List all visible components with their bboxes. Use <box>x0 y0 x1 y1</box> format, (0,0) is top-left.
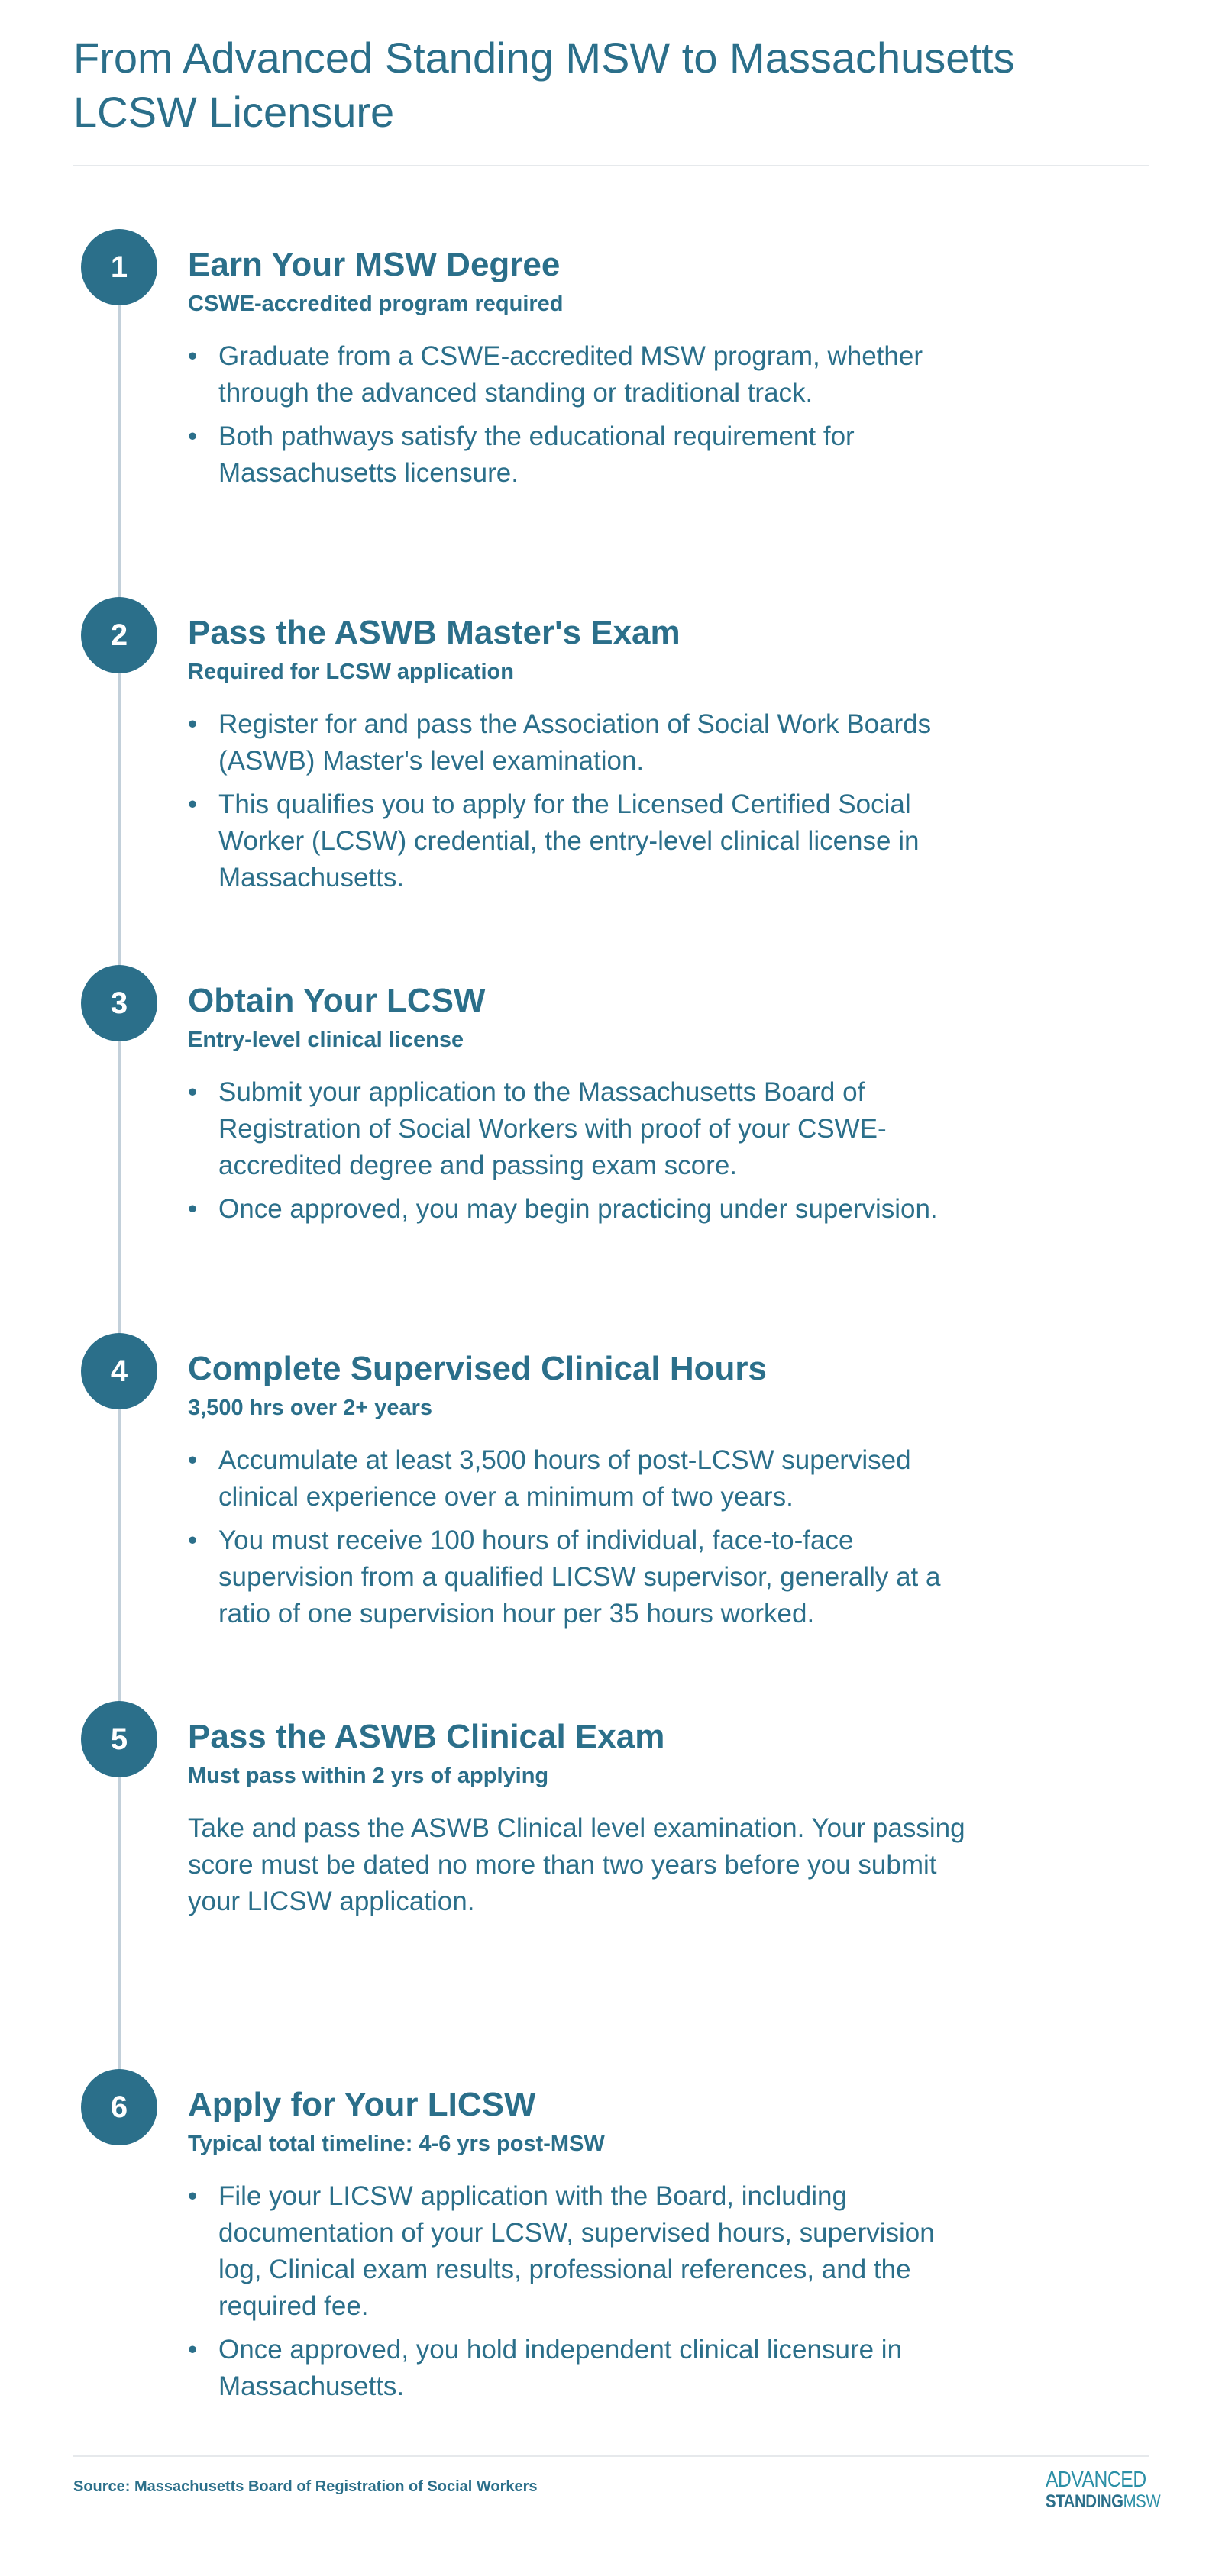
step-bullet-list <box>188 1074 982 1228</box>
step-bullet: • Once approved, you hold independent clinical licensure in Massachusetts. <box>188 2332 982 2405</box>
step-title: Pass the ASWB Clinical Exam <box>188 1718 665 1755</box>
step-title: Complete Supervised Clinical Hours <box>188 1350 767 1387</box>
step-title: Obtain Your LCSW <box>188 982 486 1019</box>
step-subtitle: CSWE-accredited program required <box>188 292 564 316</box>
step-bullet: • Register for and pass the Association of Social Work Boards (ASWB) Master's level examination. <box>188 706 982 780</box>
step-bullet-list <box>188 1442 982 1632</box>
page-title: From Advanced Standing MSW to Massachusetts LCSW Licensure <box>73 34 1015 136</box>
step-paragraph: Take and pass the ASWB Clinical level examination. Your passing score must be dated no more than two years before you submit your LICSW application. <box>188 1813 965 1916</box>
step-content <box>188 612 997 903</box>
step-bullet: • Submit your application to the Massachusetts Board of Registration of Social Workers with proof of your CSWE-accredited degree and passing exam score. <box>188 1074 982 1184</box>
header-divider <box>73 165 1149 166</box>
logo-text-msw: MSW <box>1123 2491 1161 2512</box>
logo-text-standing: STANDING <box>1045 2491 1123 2512</box>
footer-divider <box>73 2455 1149 2457</box>
timeline-line <box>118 267 121 2115</box>
step-bullet-list <box>188 2178 982 2405</box>
step-content <box>188 1716 997 1920</box>
step-content <box>188 980 997 1235</box>
step-content <box>188 1348 997 1639</box>
step-number-badge: 5 <box>81 1701 157 1777</box>
step-subtitle: 3,500 hrs over 2+ years <box>188 1396 433 1420</box>
step-content <box>188 2084 997 2412</box>
step-number-badge: 1 <box>81 229 157 305</box>
step-bullet: • This qualifies you to apply for the Licensed Certified Social Worker (LCSW) credential, the entry-level clinical license in Massachusetts. <box>188 786 982 896</box>
step-title: Apply for Your LICSW <box>188 2086 536 2123</box>
step-subtitle: Entry-level clinical license <box>188 1028 464 1052</box>
step-subtitle: Must pass within 2 yrs of applying <box>188 1764 549 1788</box>
step-bullet: • File your LICSW application with the Board, including documentation of your LCSW, supervised hours, supervision log, Clinical exam results, professional references, and the required fee. <box>188 2178 982 2325</box>
step-title: Earn Your MSW Degree <box>188 246 561 283</box>
step-bullet: • You must receive 100 hours of individual, face-to-face supervision from a qualified LICSW supervisor, generally at a ratio of one supervision hour per 35 hours worked. <box>188 1522 982 1632</box>
step-bullet: • Once approved, you may begin practicing under supervision. <box>188 1191 982 1228</box>
logo-text-bottom <box>1045 2491 1161 2512</box>
step-bullet-list <box>188 338 982 492</box>
step-subtitle: Required for LCSW application <box>188 660 514 684</box>
advanced-standing-msw-logo <box>1037 2468 1161 2512</box>
step-title: Pass the ASWB Master's Exam <box>188 614 681 651</box>
step-number-badge: 6 <box>81 2069 157 2145</box>
step-subtitle: Typical total timeline: 4-6 yrs post-MSW <box>188 2132 605 2156</box>
step-bullet: • Both pathways satisfy the educational requirement for Massachusetts licensure. <box>188 418 982 492</box>
step-number-badge: 2 <box>81 597 157 673</box>
step-bullet-list <box>188 706 982 896</box>
logo-text-top: ADVANCED <box>1045 2468 1146 2492</box>
source-citation: Source: Massachusetts Board of Registration of Social Workers <box>73 2478 538 2495</box>
step-number-badge: 4 <box>81 1333 157 1409</box>
step-number-badge: 3 <box>81 965 157 1041</box>
step-bullet: • Graduate from a CSWE-accredited MSW program, whether through the advanced standing or traditional track. <box>188 338 982 412</box>
step-bullet: • Accumulate at least 3,500 hours of post-LCSW supervised clinical experience over a minimum of two years. <box>188 1442 982 1516</box>
step-content <box>188 244 997 499</box>
